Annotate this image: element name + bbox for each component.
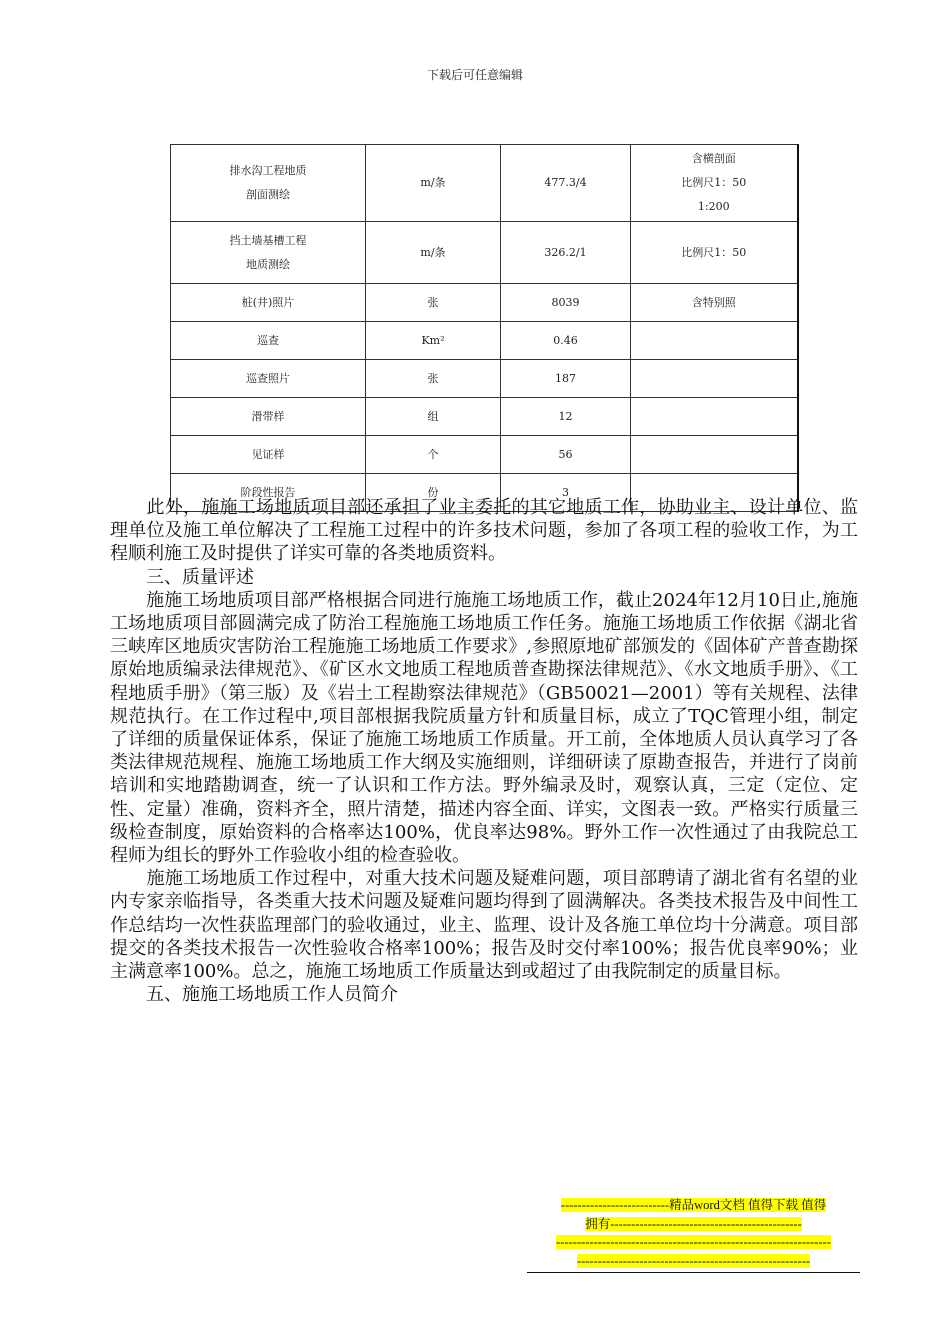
unit-cell: 份 xyxy=(366,474,501,512)
unit-cell: 组 xyxy=(366,398,501,436)
footer-line: -------------------------------------------------------- xyxy=(576,1253,811,1268)
note-cell: 含特别照 xyxy=(631,284,798,322)
note-cell xyxy=(631,360,798,398)
quantity-cell: 477.3/4 xyxy=(501,145,631,222)
table-row xyxy=(171,284,798,322)
unit-cell: 张 xyxy=(366,284,501,322)
footer-line: 拥有---------------------------------------------- xyxy=(585,1216,802,1231)
body-text xyxy=(110,496,858,1006)
item-cell: 桩(井)照片 xyxy=(171,284,366,322)
quantity-cell: 326.2/1 xyxy=(501,222,631,284)
table-row xyxy=(171,322,798,360)
section-heading-staff: 五、施施工场地质工作人员简介 xyxy=(110,984,398,1006)
table-row xyxy=(171,360,798,398)
footer-line: ------------------------------------------------------------------ xyxy=(556,1235,831,1249)
unit-cell: m/条 xyxy=(366,145,501,222)
note-cell xyxy=(631,398,798,436)
table-row xyxy=(171,436,798,474)
quantity-cell: 187 xyxy=(501,360,631,398)
table-row xyxy=(171,398,798,436)
item-cell: 挡土墙基槽工程 地质测绘 xyxy=(171,222,366,284)
note-cell: 比例尺1：50 xyxy=(631,222,798,284)
item-cell: 阶段性报告 xyxy=(171,474,366,512)
quantity-cell: 0.46 xyxy=(501,322,631,360)
note-cell xyxy=(631,322,798,360)
quantity-cell: 8039 xyxy=(501,284,631,322)
item-cell: 巡查 xyxy=(171,322,366,360)
note-cell xyxy=(631,436,798,474)
table-row xyxy=(171,145,798,222)
item-cell: 排水沟工程地质 剖面测绘 xyxy=(171,145,366,222)
header-note: 下载后可任意编辑 xyxy=(426,68,523,82)
note-cell: 含横剖面 比例尺1：50 1:200 xyxy=(631,145,798,222)
quantity-cell: 12 xyxy=(501,398,631,436)
item-cell: 巡查照片 xyxy=(171,360,366,398)
footer-line: --------------------------精品word文档 值得下载 值得 xyxy=(560,1198,827,1212)
unit-cell: 张 xyxy=(366,360,501,398)
quantity-cell: 3 xyxy=(501,474,631,512)
item-cell: 见证样 xyxy=(171,436,366,474)
table-row xyxy=(171,222,798,284)
paragraph-other-work: 此外，施施工场地质项目部还承担了业主委托的其它地质工作，协助业主、设计单位、监理单位及施工单位解决了工程施工过程中的许多技术问题，参加了各项工程的验收工作，为工程顺利施工及时提供了详实可靠的各类地质资料。 xyxy=(110,497,858,565)
footer-watermark xyxy=(527,1196,860,1273)
unit-cell: 个 xyxy=(366,436,501,474)
quantity-cell: 56 xyxy=(501,436,631,474)
paragraph-technical-issues: 施施工场地质工作过程中，对重大技术问题及疑难问题，项目部聘请了湖北省有名望的业内专家亲临指导，各类重大技术问题及疑难问题均得到了圆满解决。各类技术报告及中间性工作总结均一次性获监理部门的验收通过，业主、监理、设计及各施工单位均十分满意。项目部提交的各类技术报告一次性验收合格率100%；报告及时交付率100%；报告优良率90%；业主满意率100%。总之，施施工场地质工作质量达到或超过了由我院制定的质量目标。 xyxy=(110,868,858,983)
unit-cell: m/条 xyxy=(366,222,501,284)
section-heading-quality: 三、质量评述 xyxy=(110,566,254,588)
unit-cell: Km² xyxy=(366,322,501,360)
item-cell: 滑带样 xyxy=(171,398,366,436)
paragraph-quality-review: 施施工场地质项目部严格根据合同进行施施工场地质工作，截止2024年12月10日止,施施工场地质项目部圆满完成了防治工程施施工场地质工作任务。施施工场地质工作依据《湖北省三峡库区地质灾害防治工程施施工场地质工作要求》,参照原地矿部颁发的《固体矿产普查勘探原始地质编录法律规范》、《矿区水文地质工程地质普查勘探法律规范》、《水文地质手册》、《工程地质手册》（第三版）及《岩土工程勘察法律规范》（GB50021—2001）等有关规程、法律规范执行。在工作过程中,项目部根据我院质量方针和质量目标，成立了TQC管理小组，制定了详细的质量保证体系，保证了施施工场地质工作质量。开工前，全体地质人员认真学习了各类法律规范规程、施施工场地质工作大纲及实施细则，详细研读了原勘查报告，并进行了岗前培训和实地踏勘调查，统一了认识和工作方法。野外编录及时，观察认真，三定（定位、定性、定量）准确，资料齐全，照片清楚，描述内容全面、详实，文图表一致。严格实行质量三级检查制度，原始资料的合格率达100%，优良率达98%。野外工作一次性通过了由我院总工程师为组长的野外工作验收小组的检查验收。 xyxy=(110,589,858,867)
survey-work-table xyxy=(170,144,799,512)
